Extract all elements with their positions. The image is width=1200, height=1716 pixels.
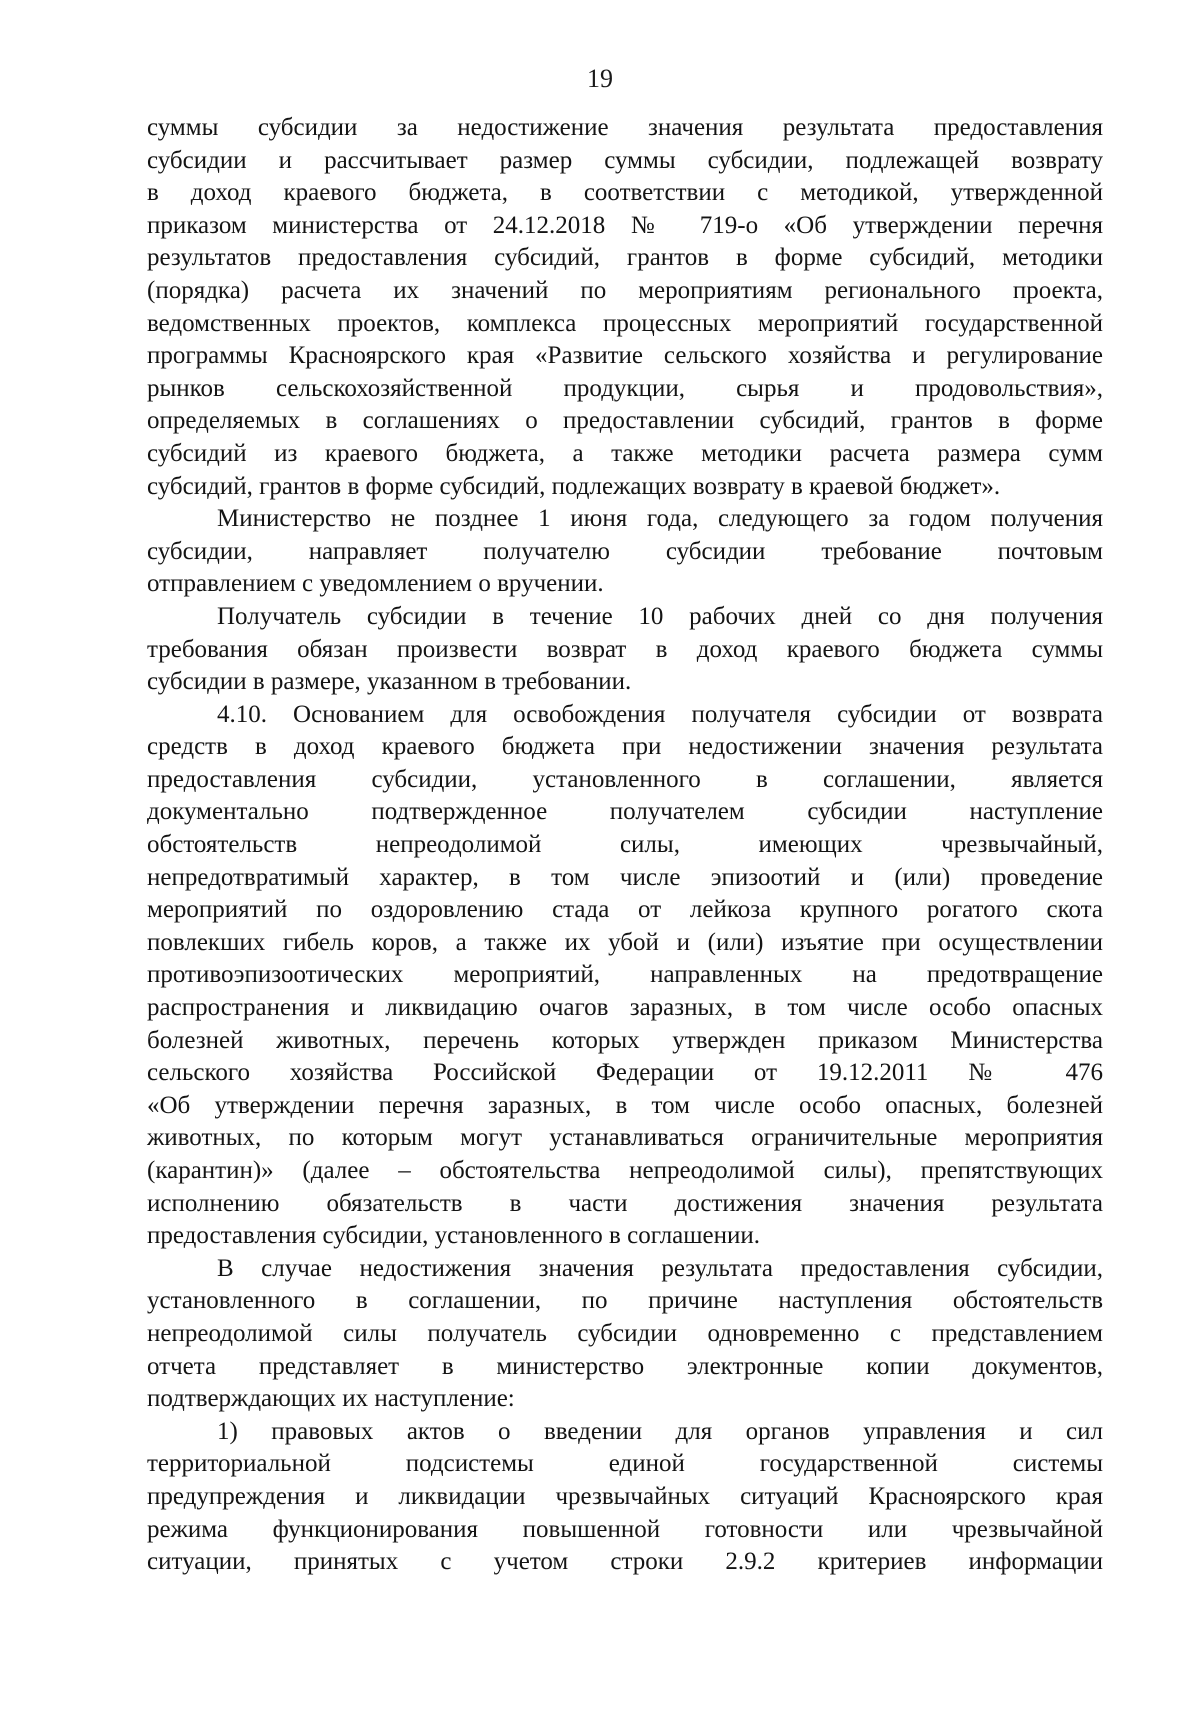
paragraph [147, 1253, 1103, 1416]
text-line: подтверждающих их наступление: [147, 1385, 515, 1413]
page-number: 19 [587, 64, 613, 93]
text-line: животных, по которым могут устанавливаться ограничительные мероприятия [147, 1124, 1103, 1152]
text-line: отправлением с уведомлением о вручении. [147, 570, 604, 598]
text-line: 1) правовых актов о введении для органов управления и сил [217, 1417, 1103, 1445]
text-line: Министерство не позднее 1 июня года, следующего за годом получения [217, 505, 1103, 533]
document-body [147, 112, 1103, 1579]
text-line: отчета представляет в министерство электронные копии документов, [147, 1352, 1103, 1380]
text-line: территориальной подсистемы единой государственной системы [147, 1450, 1103, 1478]
text-line: предупреждения и ликвидации чрезвычайных ситуаций Красноярского края [147, 1482, 1103, 1510]
text-line: 4.10. Основанием для освобождения получателя субсидии от возврата [217, 700, 1103, 728]
text-line: (порядка) расчета их значений по мероприятиям регионального проекта, [147, 276, 1103, 304]
text-line: режима функционирования повышенной готовности или чрезвычайной [147, 1515, 1103, 1543]
text-line: предоставления субсидии, установленного в соглашении, является [147, 765, 1103, 793]
text-line: исполнению обязательств в части достижения значения результата [147, 1189, 1103, 1217]
text-line: документально подтвержденное получателем субсидии наступление [147, 798, 1103, 826]
text-line: сельского хозяйства Российской Федерации от 19.12.2011 № 476 [147, 1059, 1103, 1087]
text-line: субсидий из краевого бюджета, а также методики расчета размера сумм [147, 439, 1103, 467]
text-line: установленного в соглашении, по причине наступления обстоятельств [147, 1287, 1103, 1315]
text-line: определяемых в соглашениях о предоставлении субсидий, грантов в форме [147, 407, 1103, 435]
text-line: суммы субсидии за недостижение значения результата предоставления [147, 114, 1103, 141]
paragraph [147, 112, 1103, 503]
text-line: предоставления субсидии, установленного в соглашении. [147, 1222, 761, 1250]
paragraph [147, 699, 1103, 1253]
text-line: субсидии, направляет получателю субсидии требование почтовым [147, 537, 1103, 565]
text-line: программы Красноярского края «Развитие сельского хозяйства и регулирование [147, 342, 1103, 370]
text-line: ведомственных проектов, комплекса процессных мероприятий государственной [147, 309, 1103, 337]
text-line: противоэпизоотических мероприятий, направленных на предотвращение [147, 961, 1103, 989]
text-line: «Об утверждении перечня заразных, в том числе особо опасных, болезней [147, 1091, 1103, 1119]
text-line: субсидии и рассчитывает размер суммы субсидии, подлежащей возврату [147, 146, 1103, 174]
paragraph [147, 601, 1103, 699]
text-line: Получатель субсидии в течение 10 рабочих дней со дня получения [217, 602, 1103, 630]
text-line: средств в доход краевого бюджета при недостижении значения результата [147, 733, 1103, 761]
text-line: непреодолимой силы получатель субсидии одновременно с представлением [147, 1319, 1103, 1347]
paragraph [147, 503, 1103, 601]
text-line: (карантин)» (далее – обстоятельства непреодолимой силы), препятствующих [147, 1157, 1103, 1184]
text-line: обстоятельств непреодолимой силы, имеющих чрезвычайный, [147, 831, 1103, 859]
text-line: болезней животных, перечень которых утвержден приказом Министерства [147, 1026, 1103, 1054]
paragraph [147, 1416, 1103, 1579]
text-line: распространения и ликвидацию очагов заразных, в том числе особо опасных [147, 994, 1103, 1022]
text-line: В случае недостижения значения результата предоставления субсидии, [217, 1254, 1103, 1282]
text-line: приказом министерства от 24.12.2018 № 719-о «Об утверждении перечня [147, 211, 1103, 239]
text-line: субсидий, грантов в форме субсидий, подлежащих возврату в краевой бюджет». [147, 472, 1001, 500]
text-line: мероприятий по оздоровлению стада от лейкоза крупного рогатого скота [147, 896, 1103, 924]
text-line: требования обязан произвести возврат в доход краевого бюджета суммы [147, 635, 1103, 663]
text-line: результатов предоставления субсидий, грантов в форме субсидий, методики [147, 244, 1103, 272]
text-line: ситуации, принятых с учетом строки 2.9.2 критериев информации [147, 1548, 1103, 1576]
text-line: субсидии в размере, указанном в требовании. [147, 668, 632, 696]
text-line: в доход краевого бюджета, в соответствии с методикой, утвержденной [147, 179, 1103, 207]
text-line: повлекших гибель коров, а также их убой и (или) изъятие при осуществлении [147, 928, 1103, 956]
text-line: рынков сельскохозяйственной продукции, сырья и продовольствия», [147, 374, 1103, 402]
text-line: непредотвратимый характер, в том числе эпизоотий и (или) проведение [147, 863, 1103, 891]
